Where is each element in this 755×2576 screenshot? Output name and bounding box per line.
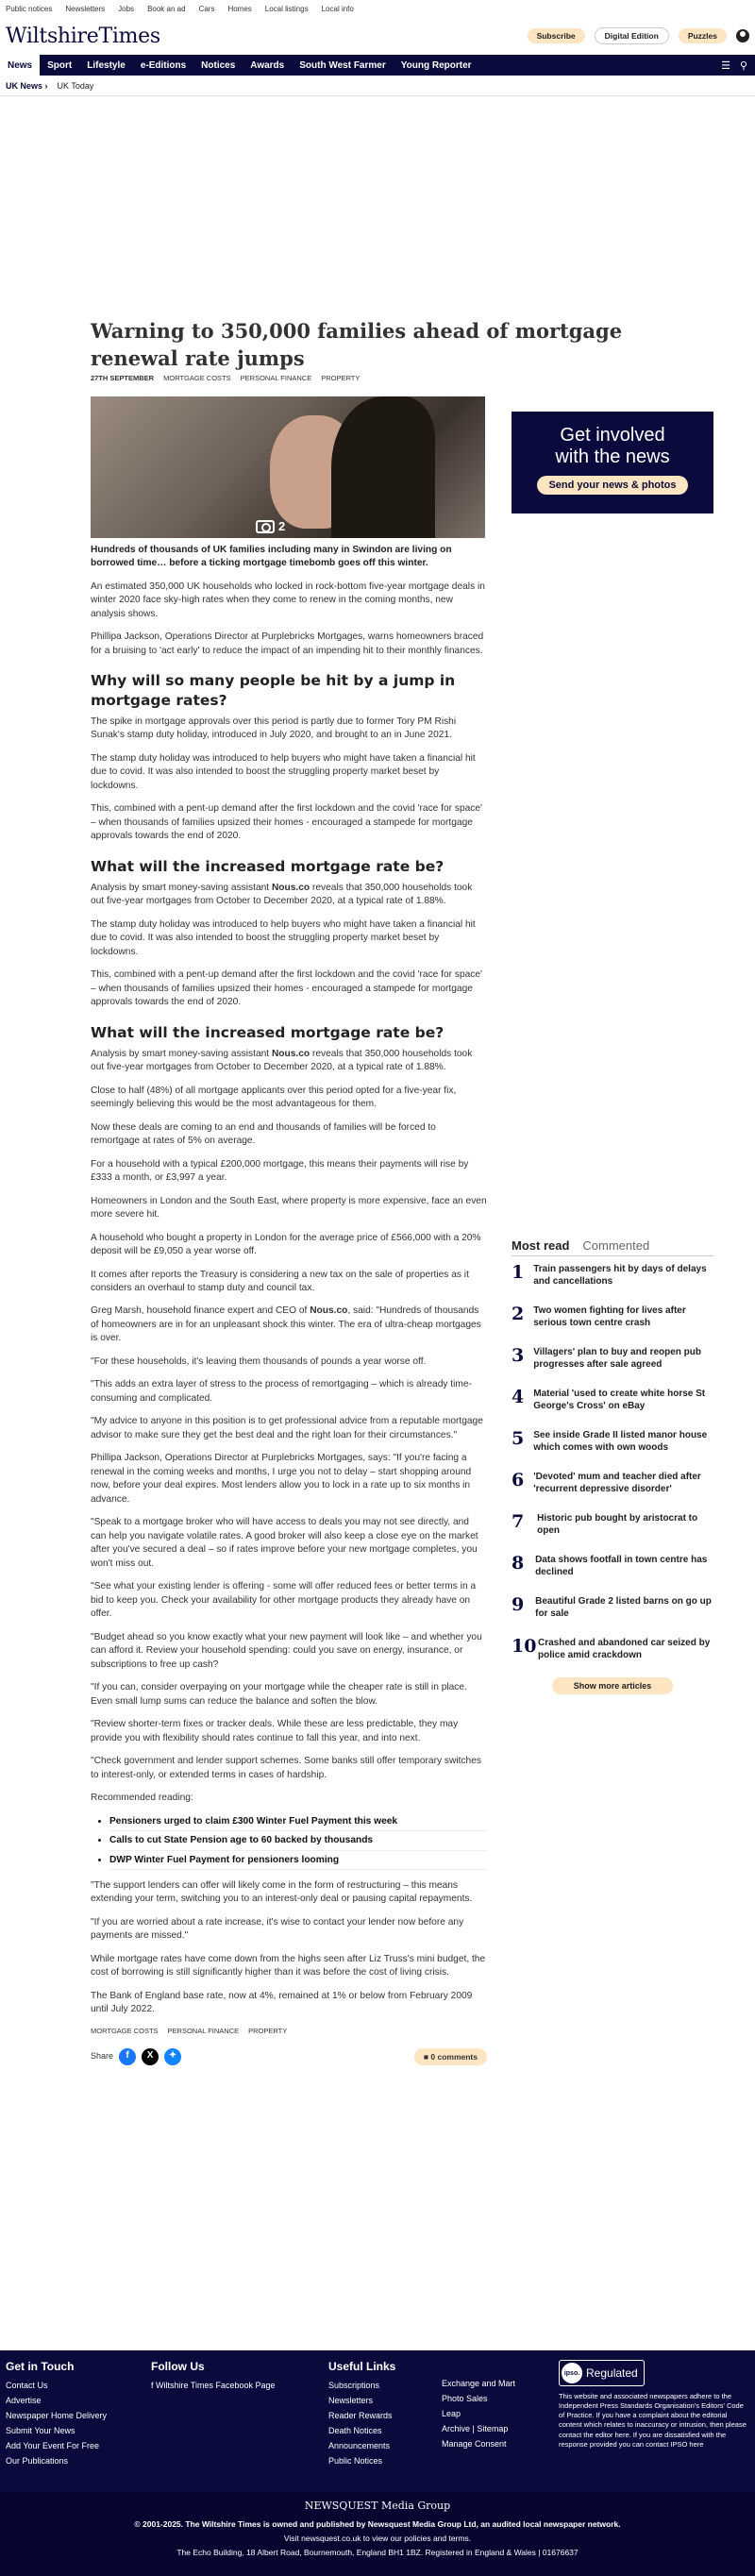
footer-col-more bbox=[442, 2379, 545, 2454]
ipso-badge[interactable] bbox=[559, 2360, 645, 2386]
nav-e-editions[interactable]: e-Editions bbox=[140, 59, 187, 71]
bluesky-icon[interactable]: ✦ bbox=[164, 2048, 181, 2065]
subheading: Why will so many people be hit by a jump in mortgage rates? bbox=[91, 672, 456, 709]
rank-number: 6 bbox=[512, 1470, 525, 1490]
article-tags bbox=[91, 2027, 487, 2037]
paragraph: "This adds an extra layer of stress to the process of remortgaging – which is already time-consuming and complicated. bbox=[91, 1379, 472, 1404]
text: Analysis by smart money-saving assistant bbox=[91, 1048, 272, 1059]
paragraph: "My advice to anyone in this position is to get professional advice from a reputable mortgage advisor to make sure they get the best deal and the right loan for their circumstances." bbox=[91, 1416, 483, 1440]
footer-col-title: Get in Touch bbox=[6, 2360, 75, 2373]
footer-col-follow bbox=[151, 2360, 311, 2390]
paragraph: This, combined with a pent-up demand after the first lockdown and the covid 'race for space' – when thousands of families upsized their homes - encouraged a stampede for mortgage approvals towards the end of 2020. bbox=[91, 969, 483, 1008]
paragraph bbox=[91, 1048, 487, 1075]
subnav-uk-news-label: UK News bbox=[6, 80, 43, 91]
article-meta bbox=[91, 374, 360, 382]
paragraph: A household who bought a property in London for the average price of £566,000 with a 20% deposit will be £9,050 a year worse off. bbox=[91, 1232, 481, 1257]
paragraph: "Budget ahead so you know exactly what your new payment will look like – and whether you can afford it. Review your household spending: could you save on energy, insurance, or subscriptions to free up cash? bbox=[91, 1631, 482, 1670]
tab-most-read[interactable]: Most read bbox=[512, 1238, 570, 1253]
get-involved-promo[interactable] bbox=[512, 412, 713, 514]
recommended-title: Recommended reading: bbox=[91, 1793, 193, 1804]
nav-south-west-farmer[interactable]: South West Farmer bbox=[299, 59, 386, 71]
camera-icon bbox=[256, 520, 275, 533]
policies-line: Visit newsquest.co.uk to view our policies and terms. bbox=[283, 2534, 472, 2543]
tag-link[interactable]: MORTGAGE COSTS bbox=[163, 374, 231, 382]
tag-link[interactable]: PROPERTY bbox=[321, 374, 361, 382]
nav-icons bbox=[721, 59, 755, 72]
most-read-title: Two women fighting for lives after serious town centre crash bbox=[533, 1305, 686, 1328]
utility-link[interactable]: Homes bbox=[227, 4, 252, 13]
paragraph: "Check government and lender support schemes. Some banks still offer temporary switches to interest-only, or extended terms in cases of hardship. bbox=[91, 1756, 481, 1780]
subnav-uk-today[interactable]: UK Today bbox=[57, 80, 94, 91]
photo-count: 2 bbox=[278, 519, 286, 533]
footer-link[interactable]: Death Notices bbox=[328, 2426, 382, 2435]
search-icon[interactable]: ⚲ bbox=[739, 59, 747, 72]
paragraph: The spike in mortgage approvals over this period is partly due to former Tory PM Rishi Sunak's stamp duty holiday, introduced in July 2020, and brought to an in June 2021. bbox=[91, 716, 457, 741]
footer-link[interactable]: Reader Rewards bbox=[328, 2411, 393, 2420]
most-read-tabs bbox=[512, 1238, 713, 1256]
footer-link[interactable]: Exchange and Mart bbox=[442, 2379, 516, 2388]
subheading: What will the increased mortgage rate be? bbox=[91, 857, 445, 875]
tag-link[interactable]: MORTGAGE COSTS bbox=[91, 2026, 159, 2035]
digital-edition-button[interactable]: Digital Edition bbox=[595, 27, 669, 44]
sub-nav bbox=[0, 76, 755, 96]
paragraph: "Review shorter-term fixes or tracker deals. While these are less predictable, they may provide you with flexibility should rates continue to fall this year, and into next. bbox=[91, 1719, 459, 1743]
most-read-title: See inside Grade II listed manor house which comes with own woods bbox=[533, 1430, 708, 1453]
nous-link[interactable]: Nous.co bbox=[271, 882, 310, 893]
brand-bar bbox=[0, 17, 755, 55]
most-read-item[interactable] bbox=[512, 1513, 713, 1547]
recommended-link[interactable]: • Pensioners urged to claim £300 Winter Fuel Payment this week bbox=[109, 1815, 487, 1831]
utility-link[interactable]: Cars bbox=[198, 4, 215, 13]
tag-link[interactable]: PROPERTY bbox=[248, 2026, 288, 2035]
rank-number: 10 bbox=[512, 1636, 537, 1657]
most-read-item[interactable] bbox=[512, 1555, 713, 1589]
rank-number: 9 bbox=[512, 1594, 525, 1615]
utility-link[interactable]: Newsletters bbox=[65, 4, 106, 13]
ipso-block bbox=[559, 2360, 747, 2450]
footer-link[interactable]: Submit Your News bbox=[6, 2426, 76, 2435]
text: reveals that 350,000 households took out five-year mortgages from October to December 2020, at a typical rate of 1.88%. bbox=[91, 882, 473, 907]
paragraph: For a household with a typical £200,000 mortgage, this means their payments will rise by £333 a month, or £3,997 a year. bbox=[91, 1158, 469, 1184]
most-read-item[interactable] bbox=[512, 1305, 713, 1339]
subscribe-button[interactable]: Subscribe bbox=[528, 28, 585, 43]
paragraph: Phillipa Jackson, Operations Director at Purplebricks Mortgages, warns homeowners braced for a bruising to 'act early' to reduce the impact of an impending hit to their monthly finances. bbox=[91, 631, 484, 656]
nous-link[interactable]: Nous.co bbox=[310, 1305, 348, 1317]
paragraph: It comes after reports the Treasury is considering a new tax on the sale of properties as it considers an overhaul to stamp duty and council tax. bbox=[91, 1269, 469, 1293]
share-row bbox=[91, 2048, 487, 2065]
most-read-title: Material 'used to create white horse St George's Cross' on eBay bbox=[533, 1389, 706, 1411]
share-label: Share bbox=[91, 2051, 114, 2062]
article-body bbox=[91, 544, 487, 2065]
utility-bar bbox=[0, 0, 755, 17]
gallery-counter[interactable] bbox=[256, 519, 285, 533]
tab-commented[interactable]: Commented bbox=[582, 1238, 650, 1253]
facebook-icon: f bbox=[151, 2381, 157, 2390]
most-read-title: Crashed and abandoned car seized by police amid crackdown bbox=[538, 1638, 711, 1660]
article-date: 27TH SEPTEMBER bbox=[91, 374, 155, 382]
promo-line-1: Get involved bbox=[560, 425, 665, 446]
send-news-button[interactable]: Send your news & photos bbox=[537, 476, 687, 495]
most-read-item[interactable] bbox=[512, 1472, 713, 1506]
comment-icon: ■ bbox=[423, 2051, 431, 2062]
most-read-item[interactable] bbox=[512, 1430, 713, 1464]
tag-link[interactable]: PERSONAL FINANCE bbox=[167, 2026, 240, 2035]
text: Greg Marsh, household finance expert and CEO of bbox=[91, 1305, 310, 1317]
nous-link[interactable]: Nous.co bbox=[271, 1048, 310, 1059]
footer-col-title: Useful Links bbox=[328, 2360, 396, 2373]
paragraph: While mortgage rates have come down from the highs seen after Liz Truss's mini budget, the cost of borrowing is still significantly higher than it was before the cost of living crisis. bbox=[91, 1953, 486, 1978]
paragraph: "See what your existing lender is offering - some will offer reduced fees or better terms in a bid to keep you. Check your availability for other mortgage products they already have on offer. bbox=[91, 1581, 477, 1620]
subheading: What will the increased mortgage rate be? bbox=[91, 1023, 445, 1041]
comments-count: 0 comments bbox=[430, 2051, 478, 2062]
footer-link[interactable]: Add Your Event For Free bbox=[6, 2441, 100, 2450]
footer-link[interactable]: Advertise bbox=[6, 2396, 42, 2405]
footer-link[interactable]: Announcements bbox=[328, 2441, 391, 2450]
paragraph: "Speak to a mortgage broker who will have access to deals you may not see directly, and can help you navigate volatile rates. A good broker will also keep a close eye on the market after you've secured a deal – so if rates improve before your new mortgage completes, you won't miss out. bbox=[91, 1517, 478, 1569]
nav-sport[interactable]: Sport bbox=[47, 59, 73, 71]
text: reveals that 350,000 households took out five-year mortgages from October to December 2020, at a typical rate of 1.88%. bbox=[91, 1048, 473, 1073]
paragraph: The Bank of England base rate, now at 4%, remained at 1% or below from February 2009 until July 2022. bbox=[91, 1990, 473, 2015]
article-headline: Warning to 350,000 families ahead of mortgage renewal rate jumps bbox=[91, 319, 623, 371]
recommended-list bbox=[109, 1815, 487, 1870]
rank-number: 8 bbox=[512, 1553, 525, 1574]
text: Analysis by smart money-saving assistant bbox=[91, 882, 272, 893]
most-read-title: Train passengers hit by days of delays and cancellations bbox=[533, 1264, 707, 1287]
paragraph: "For these households, it's leaving them thousands of pounds a year worse off. bbox=[91, 1355, 427, 1367]
nav-news[interactable]: News bbox=[0, 55, 40, 76]
paragraph: This, combined with a pent-up demand after the first lockdown and the covid 'race for space' – when thousands of families upsized their homes - encouraged a stampede for mortgage approvals towards the end of 2020. bbox=[91, 803, 483, 842]
rank-number: 2 bbox=[512, 1304, 525, 1324]
utility-link[interactable]: Book an ad bbox=[147, 4, 186, 13]
nav-lifestyle[interactable]: Lifestyle bbox=[87, 59, 126, 71]
paragraph: Close to half (48%) of all mortgage applicants over this period opted for a five-year fix, seemingly believing this would be the most advantageous for them. bbox=[91, 1085, 457, 1110]
brand-actions bbox=[528, 27, 749, 44]
footer-link[interactable]: Subscriptions bbox=[328, 2381, 380, 2390]
main-nav bbox=[0, 55, 755, 76]
paragraph: "If you can, consider overpaying on your mortgage while the cheaper rate is still in place. Even small lump sums can reduce the balance and soften the blow. bbox=[91, 1682, 467, 1707]
most-read-title: Villagers' plan to buy and reopen pub progresses after sale agreed bbox=[533, 1347, 702, 1370]
text: , said: "Hundreds of thousands of homeowners are in for an unpleasant shock this winter. The era of ultra-cheap mortgages is over. bbox=[91, 1305, 481, 1344]
most-read-item[interactable] bbox=[512, 1347, 713, 1381]
paragraph: "If you are worried about a rate increase, it's wise to contact your lender now before any payments are missed." bbox=[91, 1916, 464, 1942]
subnav-uk-news[interactable]: UK News › bbox=[6, 80, 48, 91]
footer-col-contact bbox=[6, 2360, 147, 2471]
paragraph: "The support lenders can offer will likely come in the form of restructuring – this means extending your term, switching you to an interest-only deal or pausing capital repayments. bbox=[91, 1879, 473, 1905]
paragraph: Now these deals are coming to an end and thousands of families will be forced to remortgage at rates of 5% on average. bbox=[91, 1121, 436, 1147]
ipso-text: This website and associated newspapers adhere to the Independent Press Standards Organisation's Editors' Code of Practice. If you have a complaint about the editorial content which relates to inaccuracy or intrusion, then please contact the editor here. If you are dissatisfied with the response provided you can contact IPSO here bbox=[559, 2392, 747, 2449]
nav-young-reporter[interactable]: Young Reporter bbox=[400, 59, 472, 71]
rank-number: 4 bbox=[512, 1387, 525, 1407]
most-read-item[interactable] bbox=[512, 1596, 713, 1630]
hero-image[interactable] bbox=[91, 396, 485, 538]
ipso-logo: ipso. bbox=[562, 2363, 582, 2383]
footer-columns bbox=[6, 2360, 749, 2483]
footer-link[interactable] bbox=[151, 2381, 311, 2390]
paragraph: Phillipa Jackson, Operations Director at Purplebricks Mortgages, says: "If you're facing a renewal in the coming weeks and months, I urge you not to delay – start shopping around now, before your deal expires. Most lenders allow you to lock in a rate up to six months in advance. bbox=[91, 1453, 472, 1505]
recommended-link[interactable]: • DWP Winter Fuel Payment for pensioners looming bbox=[109, 1854, 487, 1870]
paragraph bbox=[91, 1305, 487, 1345]
nav-notices[interactable]: Notices bbox=[201, 59, 236, 71]
menu-icon[interactable]: ☰ bbox=[721, 59, 730, 72]
footer-link[interactable]: Photo Sales bbox=[442, 2394, 488, 2403]
footer-link[interactable]: Archive | Sitemap bbox=[442, 2424, 509, 2433]
footer-link[interactable]: Leap bbox=[442, 2409, 461, 2418]
x-icon[interactable]: X bbox=[142, 2048, 159, 2065]
footer-link[interactable]: Manage Consent bbox=[442, 2439, 507, 2449]
paragraph: The stamp duty holiday was introduced to help buyers who might have taken a financial hit due to covid. It was also intended to boost the struggling property market beset by lockdowns. bbox=[91, 752, 476, 791]
promo-line-2: with the news bbox=[555, 446, 670, 467]
most-read-item[interactable] bbox=[512, 1389, 713, 1423]
rank-number: 7 bbox=[512, 1511, 525, 1532]
rank-number: 3 bbox=[512, 1345, 525, 1366]
show-more-button[interactable]: Show more articles bbox=[552, 1677, 673, 1694]
facebook-icon[interactable]: f bbox=[119, 2048, 136, 2065]
comments-button[interactable] bbox=[414, 2048, 487, 2065]
most-read-item[interactable] bbox=[512, 1264, 713, 1298]
paragraph: An estimated 350,000 UK households who locked in rock-bottom five-year mortgage deals in winter 2020 face sky-high rates when they come to renew in the coming months, new analysis shows. bbox=[91, 581, 485, 619]
copyright-line: © 2001-2025. The Wiltshire Times is owned and published by Newsquest Media Group Ltd, an audited local newspaper network. bbox=[134, 2519, 621, 2529]
most-read-panel bbox=[512, 1238, 713, 1694]
address-line: The Echo Building, 18 Albert Road, Bournemouth, England BH1 1BZ. Registered in England & Wales | 01676637 bbox=[176, 2548, 579, 2557]
footer-link[interactable]: Our Publications bbox=[6, 2456, 69, 2466]
utility-link[interactable]: Jobs bbox=[118, 4, 135, 13]
newsquest-logo[interactable]: NEWSQUEST Media Group bbox=[304, 2500, 451, 2512]
footer-link[interactable]: Contact Us bbox=[6, 2381, 48, 2390]
most-read-title: 'Devoted' mum and teacher died after 'recurrent depressive disorder' bbox=[533, 1472, 701, 1494]
footer bbox=[0, 2350, 755, 2576]
utility-link[interactable]: Local info bbox=[321, 4, 354, 13]
user-icon[interactable] bbox=[736, 29, 749, 42]
footer-col-title: Follow Us bbox=[151, 2360, 205, 2373]
ipso-regulated: Regulated bbox=[586, 2366, 638, 2380]
paragraph: Homeowners in London and the South East, where property is more expensive, face an even more severe hit. bbox=[91, 1195, 487, 1221]
paragraph bbox=[91, 882, 487, 909]
recommended-link[interactable]: • Calls to cut State Pension age to 60 backed by thousands bbox=[109, 1834, 487, 1850]
rank-number: 5 bbox=[512, 1428, 525, 1449]
utility-link[interactable]: Local listings bbox=[264, 4, 309, 13]
footer-link[interactable]: Public Notices bbox=[328, 2456, 383, 2466]
rank-number: 1 bbox=[512, 1262, 525, 1283]
utility-link[interactable]: Public notices bbox=[6, 4, 53, 13]
site-logo[interactable]: WiltshireTimes bbox=[6, 24, 160, 48]
most-read-title: Historic pub bought by aristocrat to open bbox=[537, 1513, 698, 1536]
most-read-title: Data shows footfall in town centre has declined bbox=[535, 1555, 708, 1577]
hero-hair bbox=[331, 396, 435, 538]
puzzles-button[interactable]: Puzzles bbox=[679, 28, 727, 43]
footer-link[interactable]: Newsletters bbox=[328, 2396, 374, 2405]
most-read-title: Beautiful Grade 2 listed barns on go up for sale bbox=[535, 1596, 712, 1619]
footer-bottom bbox=[0, 2492, 755, 2576]
footer-col-useful bbox=[328, 2360, 432, 2471]
paragraph: The stamp duty holiday was introduced to help buyers who might have taken a financial hit due to covid. It was also intended to boost the struggling property market beset by lockdowns. bbox=[91, 918, 476, 957]
nav-awards[interactable]: Awards bbox=[250, 59, 285, 71]
footer-link-label: Wiltshire Times Facebook Page bbox=[156, 2381, 276, 2390]
most-read-item[interactable] bbox=[512, 1638, 713, 1672]
article-lede: Hundreds of thousands of UK families including many in Swindon are living on borrowed time… before a ticking mortgage timebomb goes off this winter. bbox=[91, 545, 452, 569]
tag-link[interactable]: PERSONAL FINANCE bbox=[240, 374, 312, 382]
footer-link[interactable]: Newspaper Home Delivery bbox=[6, 2411, 108, 2420]
